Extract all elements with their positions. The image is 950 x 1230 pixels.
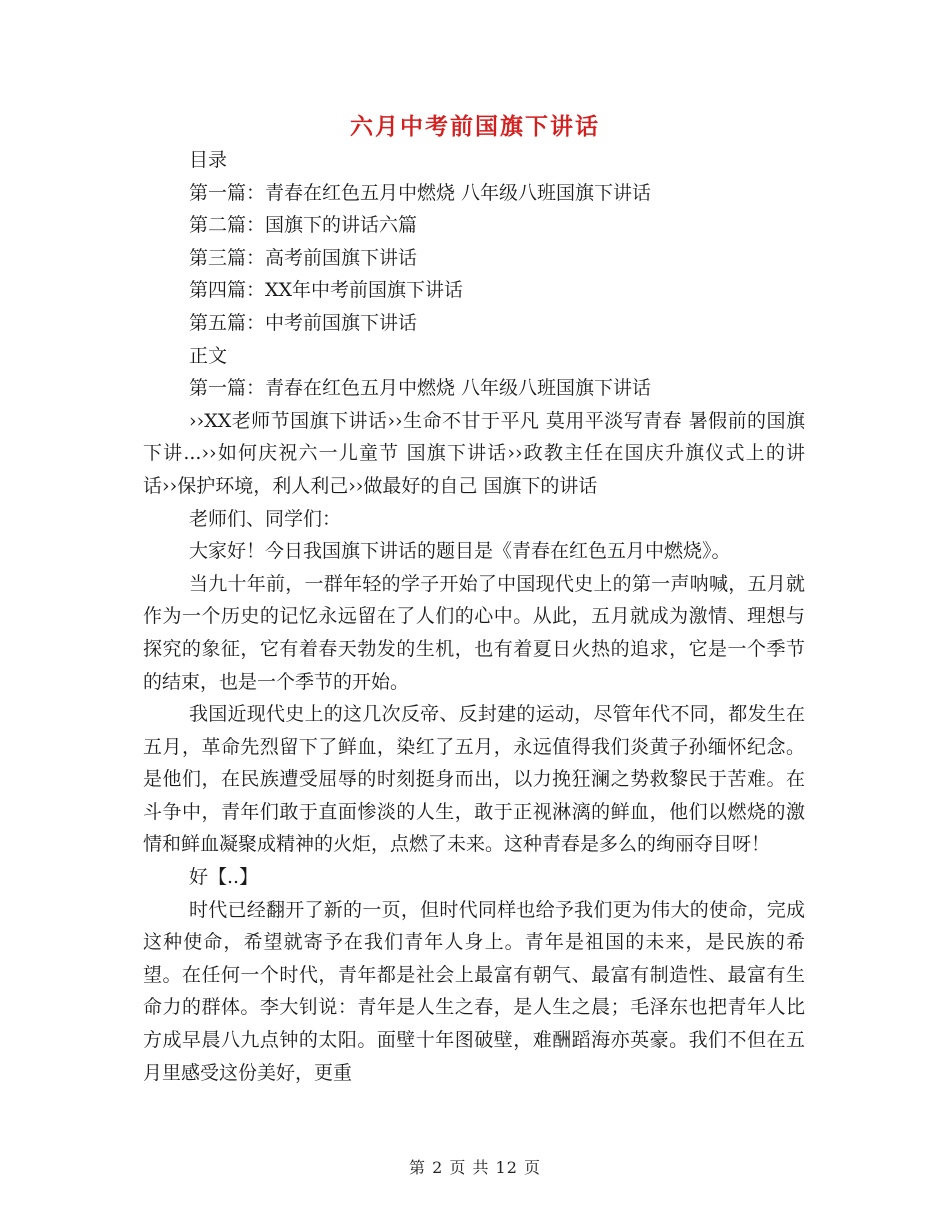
- salutation: 老师们、同学们：: [189, 507, 342, 530]
- toc-item-5: 第五篇：中考前国旗下讲话: [189, 311, 418, 334]
- toc-heading: 目录: [189, 149, 228, 171]
- toc-item-2: 第二篇：国旗下的讲话六篇: [189, 214, 418, 237]
- document-title: 六月中考前国旗下讲话: [350, 113, 600, 140]
- greeting-paragraph: 大家好！今日我国旗下讲话的题目是《青春在红色五月中燃烧》。: [189, 540, 731, 563]
- toc-item-1: 第一篇：青春在红色五月中燃烧 八年级八班国旗下讲话: [189, 181, 652, 204]
- page-number-footer: 第 2 页 共 12 页: [409, 1158, 541, 1177]
- body-paragraph: 时代已经翻开了新的一页，但时代同样也给予我们更为伟大的使命，完成这种使命，希望就寄予在我们青年人身上。青年是祖国的未来，是民族的希望。在任何一个时代，青年都是社会上最富有朝气、最富有制造性、最富有生命力的群体。李大钊说：青年是人生之春，是人生之晨；毛泽东也把青年人比方成早晨八九点钟的太阳。面壁十年图破壁，难酬蹈海亦英豪。我们不但在五月里感受这份美好，更重: [143, 898, 805, 1084]
- body-paragraph: 我国近现代史上的这几次反帝、反封建的运动，尽管年代不同，都发生在五月，革命先烈留下了鲜血，染红了五月，永远值得我们炎黄子孙缅怀纪念。是他们，在民族遭受屈辱的时刻挺身而出，以力挽狂澜之势救黎民于苦难。在斗争中，青年们敢于直面惨淡的人生，敢于正视淋漓的鲜血，他们以燃烧的激情和鲜血凝聚成精神的火炬，点燃了未来。这种青春是多么的绚丽夺目呀！: [143, 703, 805, 856]
- section-title: 第一篇：青春在红色五月中燃烧 八年级八班国旗下讲话: [189, 377, 652, 400]
- related-links-paragraph: ››XX老师节国旗下讲话››生命不甘于平凡 莫用平淡写青春 暑假前的国旗下讲...››如何庆祝六一儿童节 国旗下讲话››政教主任在国庆升旗仪式上的讲话››保护环境，利人利己››做最好的自己 国旗下的讲话: [143, 409, 805, 497]
- body-heading: 正文: [189, 344, 228, 367]
- body-paragraph: 当九十年前，一群年轻的学子开始了中国现代史上的第一声呐喊，五月就作为一个历史的记忆永远留在了人们的心中。从此，五月就成为激情、理想与探究的象征，它有着春天勃发的生机，也有着夏日火热的追求，它是一个季节的结束，也是一个季节的开始。: [143, 572, 805, 693]
- body-paragraph: 好【..】: [189, 866, 259, 889]
- toc-item-3: 第三篇：高考前国旗下讲话: [189, 246, 418, 269]
- document-body: [143, 144, 805, 1089]
- toc-item-4: 第四篇：XX年中考前国旗下讲话: [189, 279, 464, 302]
